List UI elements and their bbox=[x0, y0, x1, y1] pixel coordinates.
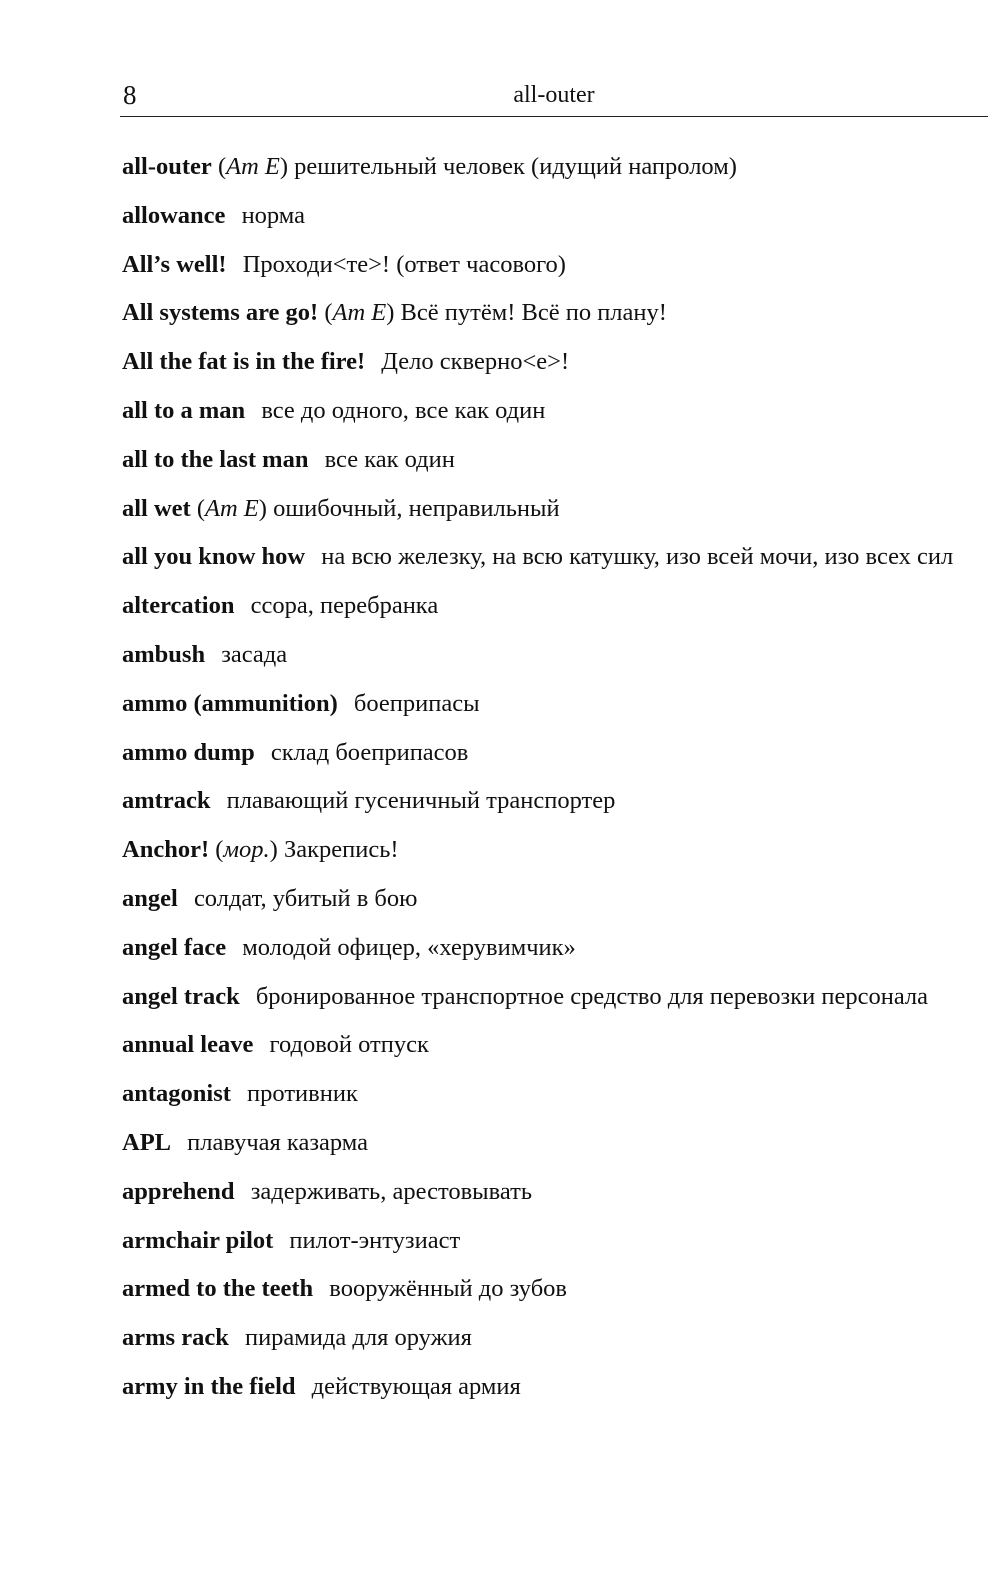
dictionary-entry bbox=[122, 680, 982, 729]
dictionary-entry bbox=[122, 1217, 982, 1266]
entry-definition: пилот-энтузиаст bbox=[289, 1226, 461, 1254]
dictionary-entry bbox=[122, 924, 982, 973]
entry-headword: apprehend bbox=[122, 1177, 235, 1205]
note-open-paren: ( bbox=[324, 299, 333, 327]
entry-usage-note: Am E bbox=[332, 299, 387, 327]
entry-definition: ссора, перебранка bbox=[250, 592, 439, 620]
entry-headword: All’s well! bbox=[122, 250, 227, 278]
dictionary-entry bbox=[122, 826, 982, 875]
entry-headword: army in the field bbox=[122, 1372, 296, 1400]
entry-definition: солдат, убитый в бою bbox=[193, 884, 418, 912]
entry-definition: бронированное транспортное средство для перевозки персонала bbox=[255, 982, 929, 1010]
dictionary-entry bbox=[122, 973, 982, 1022]
dictionary-entry bbox=[122, 1363, 982, 1412]
note-open-paren: ( bbox=[215, 836, 224, 864]
entry-headword: all to a man bbox=[122, 396, 246, 424]
entry-headword: All the fat is in the fire! bbox=[122, 348, 366, 376]
note-close-paren: ) bbox=[269, 836, 278, 864]
entry-headword: all you know how bbox=[122, 543, 306, 571]
entry-definition: Проходи<те>! (ответ часового) bbox=[242, 250, 566, 278]
entry-definition: пирамида для оружия bbox=[244, 1324, 472, 1352]
entry-headword: allowance bbox=[122, 201, 226, 229]
dictionary-entry bbox=[122, 387, 982, 436]
dictionary-entry bbox=[122, 436, 982, 485]
dictionary-entry bbox=[122, 729, 982, 778]
entry-headword: ammo dump bbox=[122, 738, 255, 766]
entry-headword: All systems are go! bbox=[122, 299, 319, 327]
entry-definition: плавучая казарма bbox=[187, 1128, 368, 1156]
entry-headword: arms rack bbox=[122, 1324, 229, 1352]
entry-definition: годовой отпуск bbox=[269, 1031, 429, 1059]
entry-definition: решительный человек (идущий напролом) bbox=[294, 153, 737, 180]
entry-definition: молодой офицер, «херувимчик» bbox=[242, 933, 576, 961]
entry-headword: annual leave bbox=[122, 1031, 254, 1059]
entry-headword: all-outer bbox=[122, 153, 212, 180]
entry-definition: склад боеприпасов bbox=[270, 738, 469, 766]
note-close-paren: ) bbox=[258, 494, 267, 522]
dictionary-entry bbox=[122, 1119, 982, 1168]
entry-definition: действующая армия bbox=[311, 1372, 521, 1400]
entry-headword: angel track bbox=[122, 982, 240, 1010]
note-open-paren: ( bbox=[196, 494, 206, 522]
dictionary-entry bbox=[122, 241, 982, 290]
entry-headword: ammo (ammunition) bbox=[122, 689, 338, 717]
entry-headword: antagonist bbox=[122, 1080, 231, 1108]
entry-usage-note: Am E bbox=[226, 153, 280, 180]
dictionary-entry bbox=[122, 143, 982, 192]
dictionary-entry bbox=[122, 1265, 982, 1314]
entry-usage-note: Am E bbox=[205, 494, 259, 522]
entry-definition: на всю железку, на всю катушку, изо всей мочи, изо всех сил bbox=[321, 543, 954, 571]
dictionary-entry bbox=[122, 1070, 982, 1119]
dictionary-entry bbox=[122, 338, 982, 387]
entry-headword: altercation bbox=[122, 592, 235, 620]
entry-definition: противник bbox=[247, 1080, 358, 1108]
entry-headword: all to the last man bbox=[122, 445, 309, 473]
entry-definition: задерживать, арестовывать bbox=[250, 1177, 532, 1205]
dictionary-entry bbox=[122, 582, 982, 631]
running-head: all-outer bbox=[513, 82, 595, 108]
entry-headword: APL bbox=[122, 1128, 171, 1156]
entry-headword: armed to the teeth bbox=[122, 1275, 314, 1303]
entry-headword: armchair pilot bbox=[122, 1226, 274, 1254]
entry-definition: ошибочный, неправильный bbox=[273, 494, 560, 522]
dictionary-entry bbox=[122, 533, 982, 582]
entry-definition: боеприпасы bbox=[353, 689, 480, 717]
entry-headword: ambush bbox=[122, 640, 206, 668]
page-number: 8 bbox=[123, 80, 137, 110]
entry-definition: засада bbox=[221, 640, 288, 668]
dictionary-entry bbox=[122, 192, 982, 241]
entry-definition: Закрепись! bbox=[283, 836, 399, 864]
note-close-paren: ) bbox=[279, 153, 289, 180]
entry-definition: Дело скверно<е>! bbox=[381, 348, 570, 376]
dictionary-entry bbox=[122, 777, 982, 826]
entry-list bbox=[122, 143, 982, 1412]
dictionary-entry bbox=[122, 875, 982, 924]
entry-definition: вооружённый до зубов bbox=[329, 1275, 567, 1303]
entry-usage-note: мор. bbox=[223, 836, 270, 864]
entry-definition: норма bbox=[241, 201, 306, 229]
page-header bbox=[120, 76, 988, 117]
entry-definition: все до одного, все как один bbox=[261, 396, 546, 424]
dictionary-entry bbox=[122, 289, 982, 338]
entry-headword: all wet bbox=[122, 494, 191, 522]
entry-headword: Anchor! bbox=[122, 836, 210, 864]
entry-headword: angel face bbox=[122, 933, 227, 961]
entry-definition: Всё путём! Всё по плану! bbox=[400, 299, 667, 327]
dictionary-entry bbox=[122, 631, 982, 680]
entry-definition: все как один bbox=[324, 445, 455, 473]
dictionary-entry bbox=[122, 1021, 982, 1070]
entry-definition: плавающий гусеничный транспортер bbox=[226, 787, 616, 815]
note-close-paren: ) bbox=[386, 299, 395, 327]
dictionary-entry bbox=[122, 1168, 982, 1217]
entry-headword: angel bbox=[122, 884, 178, 912]
dictionary-entry bbox=[122, 1314, 982, 1363]
note-open-paren: ( bbox=[217, 153, 227, 180]
dictionary-entry bbox=[122, 485, 982, 534]
entry-headword: amtrack bbox=[122, 787, 211, 815]
